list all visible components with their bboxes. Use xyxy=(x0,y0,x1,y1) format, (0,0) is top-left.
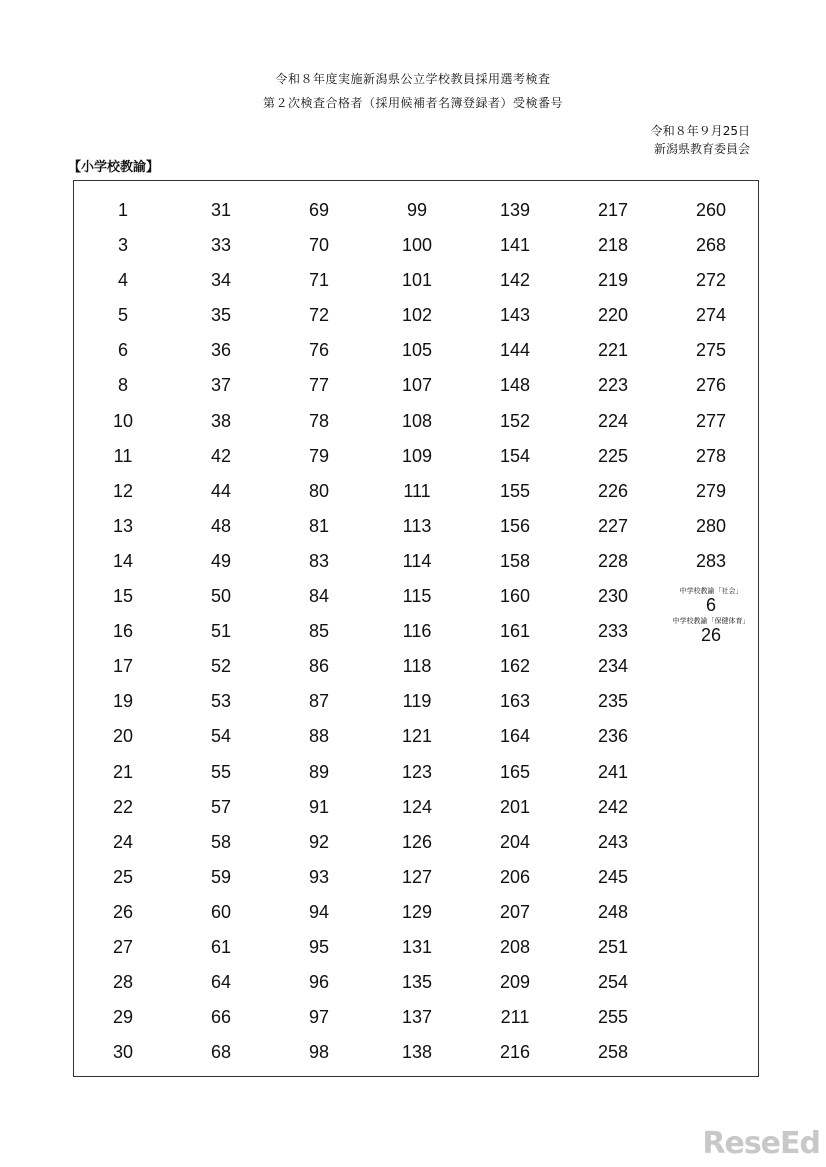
number-column xyxy=(466,198,564,1075)
exam-number: 37 xyxy=(210,375,232,396)
document-title-line2: 第２次検査合格者（採用候補者名簿登録者）受検番号 xyxy=(262,96,563,110)
exam-number: 29 xyxy=(112,1007,134,1028)
exam-number: 19 xyxy=(112,691,134,712)
exam-number: 99 xyxy=(406,200,428,220)
exam-number: 98 xyxy=(308,1042,330,1063)
exam-number: 228 xyxy=(597,550,629,571)
exam-number: 49 xyxy=(210,550,232,571)
exam-number: 119 xyxy=(402,691,432,712)
exam-number: 165 xyxy=(499,761,531,782)
exam-number: 164 xyxy=(499,726,531,747)
document-title-line1: 令和８年度実施新潟県公立学校教員採用選考検査 xyxy=(275,72,551,86)
number-column xyxy=(662,198,760,644)
exam-number: 226 xyxy=(597,480,629,501)
exam-number: 4 xyxy=(117,270,128,291)
exam-number: 59 xyxy=(210,866,232,887)
exam-number: 14 xyxy=(112,550,134,571)
exam-number: 92 xyxy=(308,831,330,852)
exam-number: 3 xyxy=(117,235,128,256)
exam-number: 76 xyxy=(308,340,330,361)
exam-number: 55 xyxy=(210,761,232,782)
subject-exam-number: 26 xyxy=(700,625,722,646)
exam-number: 71 xyxy=(308,270,330,291)
exam-number: 216 xyxy=(499,1042,531,1063)
exam-number: 35 xyxy=(210,305,232,326)
exam-number: 258 xyxy=(597,1042,629,1063)
issue-date: 令和８年９月25日 xyxy=(650,124,750,138)
exam-number: 53 xyxy=(210,691,232,712)
exam-number: 69 xyxy=(308,200,330,220)
exam-number: 280 xyxy=(695,515,727,536)
exam-number: 102 xyxy=(401,305,433,326)
exam-number: 241 xyxy=(597,761,629,782)
exam-number: 251 xyxy=(597,936,629,957)
exam-number: 42 xyxy=(210,445,232,466)
exam-number: 201 xyxy=(499,796,531,817)
exam-number: 88 xyxy=(308,726,330,747)
exam-number: 279 xyxy=(695,480,727,501)
exam-number: 34 xyxy=(210,270,232,291)
exam-number: 96 xyxy=(308,972,330,993)
exam-number: 275 xyxy=(695,340,727,361)
exam-number: 5 xyxy=(117,305,128,326)
exam-number: 85 xyxy=(308,621,330,642)
exam-number: 272 xyxy=(695,270,727,291)
exam-number: 116 xyxy=(402,621,432,642)
exam-number: 105 xyxy=(401,340,433,361)
exam-number: 51 xyxy=(210,621,232,642)
exam-number: 156 xyxy=(499,515,531,536)
exam-number: 68 xyxy=(210,1042,232,1063)
exam-number: 83 xyxy=(308,550,330,571)
exam-number: 255 xyxy=(597,1007,629,1028)
exam-number: 17 xyxy=(112,656,134,677)
exam-number: 242 xyxy=(597,796,629,817)
exam-number: 81 xyxy=(308,515,330,536)
exam-number: 10 xyxy=(112,410,134,431)
exam-number: 87 xyxy=(308,691,330,712)
exam-number: 95 xyxy=(308,936,330,957)
exam-number: 236 xyxy=(597,726,629,747)
exam-number: 204 xyxy=(499,831,531,852)
exam-number: 163 xyxy=(499,691,531,712)
number-column xyxy=(270,198,368,1075)
exam-number: 57 xyxy=(210,796,232,817)
exam-number: 139 xyxy=(499,200,531,220)
exam-number: 80 xyxy=(308,480,330,501)
exam-number: 248 xyxy=(597,901,629,922)
exam-number: 44 xyxy=(210,480,232,501)
exam-number: 30 xyxy=(112,1042,134,1063)
exam-number: 144 xyxy=(499,340,531,361)
exam-number: 66 xyxy=(210,1007,232,1028)
exam-number: 48 xyxy=(210,515,232,536)
exam-number: 1 xyxy=(117,200,128,220)
exam-number: 86 xyxy=(308,656,330,677)
exam-number: 93 xyxy=(308,866,330,887)
exam-number: 224 xyxy=(597,410,629,431)
exam-number: 16 xyxy=(112,621,134,642)
exam-number: 113 xyxy=(402,515,432,536)
exam-number: 52 xyxy=(210,656,232,677)
exam-number: 243 xyxy=(597,831,629,852)
exam-number: 123 xyxy=(401,761,433,782)
exam-number: 278 xyxy=(695,445,727,466)
exam-number: 148 xyxy=(499,375,531,396)
exam-number: 131 xyxy=(401,936,433,957)
exam-number: 245 xyxy=(597,866,629,887)
exam-number: 142 xyxy=(499,270,531,291)
exam-number: 78 xyxy=(308,410,330,431)
exam-number: 121 xyxy=(401,726,433,747)
exam-number: 260 xyxy=(695,200,727,220)
exam-number: 138 xyxy=(401,1042,433,1063)
exam-number: 36 xyxy=(210,340,232,361)
exam-number: 27 xyxy=(112,936,134,957)
exam-number: 50 xyxy=(210,586,232,607)
subject-entry xyxy=(662,618,760,644)
number-column xyxy=(172,198,270,1075)
exam-number: 143 xyxy=(499,305,531,326)
number-column xyxy=(74,198,172,1075)
exam-number: 58 xyxy=(210,831,232,852)
exam-number: 274 xyxy=(695,305,727,326)
exam-number: 60 xyxy=(210,901,232,922)
exam-number: 89 xyxy=(308,761,330,782)
exam-number: 54 xyxy=(210,726,232,747)
exam-number: 225 xyxy=(597,445,629,466)
exam-number: 107 xyxy=(401,375,433,396)
exam-number: 100 xyxy=(401,235,433,256)
exam-number: 233 xyxy=(597,621,629,642)
exam-number: 137 xyxy=(401,1007,433,1028)
exam-number: 64 xyxy=(210,972,232,993)
category-heading: 【小学校教諭】 xyxy=(68,160,160,175)
exam-number: 218 xyxy=(597,235,629,256)
exam-number: 161 xyxy=(499,621,531,642)
subject-label: 中学校教諭「保健体育」 xyxy=(672,617,750,626)
exam-number: 209 xyxy=(499,972,531,993)
exam-number: 21 xyxy=(112,761,134,782)
exam-number: 22 xyxy=(112,796,134,817)
exam-number: 11 xyxy=(113,445,133,466)
exam-number: 126 xyxy=(401,831,433,852)
subject-exam-number: 6 xyxy=(705,595,716,616)
exam-number: 206 xyxy=(499,866,531,887)
subject-entry xyxy=(662,588,760,614)
exam-number: 61 xyxy=(210,936,232,957)
exam-number: 94 xyxy=(308,901,330,922)
exam-number: 25 xyxy=(112,866,134,887)
number-column xyxy=(368,198,466,1075)
exam-number: 254 xyxy=(597,972,629,993)
exam-number: 155 xyxy=(499,480,531,501)
exam-number: 211 xyxy=(500,1007,530,1028)
exam-number: 276 xyxy=(695,375,727,396)
exam-number: 79 xyxy=(308,445,330,466)
exam-number: 20 xyxy=(112,726,134,747)
exam-number: 268 xyxy=(695,235,727,256)
exam-number: 135 xyxy=(401,972,433,993)
exam-number: 26 xyxy=(112,901,134,922)
number-column xyxy=(564,198,662,1075)
exam-number: 234 xyxy=(597,656,629,677)
exam-number: 127 xyxy=(401,866,433,887)
exam-number: 31 xyxy=(210,200,232,220)
exam-number: 124 xyxy=(401,796,433,817)
exam-number: 227 xyxy=(597,515,629,536)
exam-number: 220 xyxy=(597,305,629,326)
exam-number: 111 xyxy=(403,480,431,501)
exam-number: 207 xyxy=(499,901,531,922)
exam-number-table xyxy=(73,180,759,1077)
exam-number: 221 xyxy=(597,340,629,361)
exam-number: 101 xyxy=(401,270,433,291)
exam-number: 114 xyxy=(402,550,432,571)
exam-number: 97 xyxy=(308,1007,330,1028)
exam-number: 158 xyxy=(499,550,531,571)
exam-number: 15 xyxy=(112,586,134,607)
exam-number: 70 xyxy=(308,235,330,256)
exam-number: 277 xyxy=(695,410,727,431)
exam-number: 141 xyxy=(499,235,531,256)
exam-number: 115 xyxy=(402,586,432,607)
exam-number: 109 xyxy=(401,445,433,466)
exam-number: 219 xyxy=(597,270,629,291)
exam-number: 162 xyxy=(499,656,531,677)
site-watermark-logo: ReseEd xyxy=(702,1126,820,1161)
exam-number: 24 xyxy=(112,831,134,852)
exam-number: 72 xyxy=(308,305,330,326)
exam-number: 8 xyxy=(117,375,128,396)
exam-number: 38 xyxy=(210,410,232,431)
exam-number: 33 xyxy=(210,235,232,256)
exam-number: 154 xyxy=(499,445,531,466)
exam-number: 6 xyxy=(117,340,128,361)
exam-number: 230 xyxy=(597,586,629,607)
exam-number: 91 xyxy=(308,796,330,817)
exam-number: 77 xyxy=(308,375,330,396)
exam-number: 129 xyxy=(401,901,433,922)
exam-number: 118 xyxy=(402,656,432,677)
exam-number: 217 xyxy=(597,200,629,220)
exam-number: 223 xyxy=(597,375,629,396)
exam-number: 84 xyxy=(308,586,330,607)
issuer-name: 新潟県教育委員会 xyxy=(653,142,750,156)
exam-number: 208 xyxy=(499,936,531,957)
exam-number: 28 xyxy=(112,972,134,993)
exam-number: 283 xyxy=(695,550,727,571)
exam-number: 152 xyxy=(499,410,531,431)
exam-number: 160 xyxy=(499,586,531,607)
exam-number: 13 xyxy=(112,515,134,536)
exam-number: 12 xyxy=(112,480,134,501)
exam-number: 235 xyxy=(597,691,629,712)
exam-number: 108 xyxy=(401,410,433,431)
subject-label: 中学校教諭「社会」 xyxy=(679,587,743,596)
